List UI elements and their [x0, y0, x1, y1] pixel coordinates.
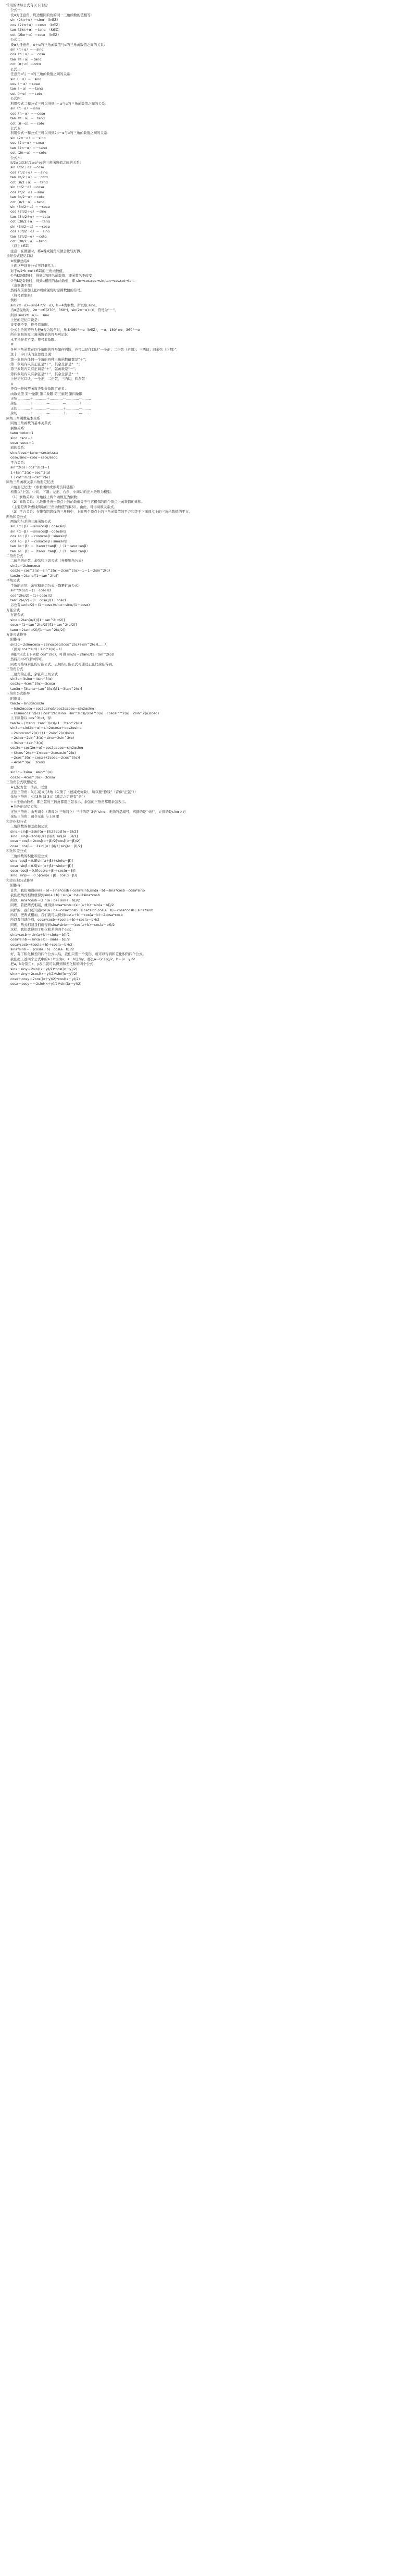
text-line: （以上k∈Z）	[10, 244, 31, 249]
text-line: ②当k是奇数时，得到α相应的余函数值，即 sin→cos;cos→sin;tan→cot,cot→tan.	[10, 278, 135, 283]
text-line: ＝2sinα－2sin^3(α)＋sinα－2sin^3(α)	[10, 736, 74, 740]
text-line: ＝(2cos^2(α)－1)cosα－2cosαsin^2(α)	[10, 750, 76, 755]
text-line: cos（π－α）＝－cosα	[10, 111, 45, 116]
text-line: 公式三：	[10, 67, 24, 71]
text-line: tan（π＋α）＝tanα	[10, 57, 42, 61]
text-line: tan（π/2＋α）＝－cotα	[10, 175, 48, 180]
text-line: cos^2(α/2)＝(1＋cosα)/2	[10, 593, 52, 598]
text-line: cosα ·cosβ＝0.5[cos(α＋β)＋cos(α－β)]	[10, 869, 76, 873]
section-heading: 诱导公式记忆口诀	[6, 254, 33, 258]
text-line: 这样，我们就得到了积化和差的四个公式：	[10, 927, 75, 932]
text-line: 各种三角函数在四个象限的符号如何判断，也可以记住口诀“一全正；二正弦（余割）；三两切；四余弦（正割）”．	[10, 347, 180, 352]
text-line: sin（π/2＋α）＝cosα	[10, 165, 45, 170]
text-line: cos（－α）＝cosα	[10, 82, 40, 86]
text-line: 三角函数的和差化积公式	[10, 824, 48, 829]
text-line: 正弦三倍角：山无司令（谐音为 三无四立）三指的是“3倍”sinα，无指的是减号，四指的是“4倍”，立指的是sinα立方	[10, 809, 186, 814]
section-heading: 二倍角公式	[6, 554, 23, 558]
text-line: 公式四：	[10, 96, 24, 101]
text-line: 倒数关系：	[10, 426, 28, 430]
text-line: sin3α＝3sinα－4sin^3(α)	[10, 676, 53, 681]
text-line: 第三象限内只有正切是“＋”，弦函数是“－”；	[10, 367, 79, 371]
text-line: 再把*分式上下同除 cos^2(α)，可得 sin2α＝2tanα/(1＋tan^2(α))	[10, 652, 115, 657]
section-heading: 三倍角公式	[6, 667, 23, 672]
text-line: cot（－α）＝－cotα	[10, 91, 43, 96]
text-line: cosa*cosb＝(cos(a＋b)＋cos(a－b))/2	[10, 942, 72, 947]
text-line: 奇变偶不变，符号看象限。	[10, 323, 51, 327]
text-line: cos（2kπ＋α）＝cosα （k∈Z）	[10, 22, 62, 27]
text-line: 余弦三倍角：4元3角 减 3元（减完之后还有“余”）	[10, 795, 87, 799]
text-line: cos（α＋β）＝cosαcosβ－sinαsinβ	[10, 534, 68, 539]
text-line: cos（α－β）＝cosαcosβ＋sinαsinβ	[10, 539, 68, 543]
text-line: 上面这些诱导公式可以概括为：	[10, 264, 58, 268]
section-heading: 万能公式推导	[6, 633, 27, 637]
text-line: sinx＋siny＝2sin((x＋y)/2)*cos((x－y)/2)	[10, 967, 78, 971]
text-line: sina*sinb＝－(cos(a＋b)－cos(a－b))/2	[10, 947, 74, 951]
text-line: 半角的正弦、余弦和正切公式（降幂扩角公式）	[10, 583, 82, 588]
text-line: ＝2sinαcos^2(α)＋(1－2sin^2(α))sinα	[10, 730, 74, 735]
text-line: sin（π－α）＝sinα	[10, 106, 41, 111]
text-line: tan（－α）＝－tanα	[10, 86, 43, 91]
text-line: 正弦三倍角：3元 减 4元3角（欠债了（被减成负数），所以要“挣钱”（音似“正弦”））	[10, 790, 138, 794]
text-line: 所以，sina*cosb＝(sin(a＋b)＋sin(a－b))/2	[10, 898, 80, 902]
text-line: cos（π＋α）＝－cosα	[10, 52, 45, 57]
text-line: 附推导：	[10, 637, 24, 642]
text-line: ＝(sin2αcosα＋cos2αsinα)/(cos2αcosα－sin2αsinα)	[10, 706, 96, 711]
section-heading: 同角三角函数关系六角形记忆法	[6, 480, 54, 485]
text-line: tan（2kπ＋α）＝tanα （k∈Z）	[10, 28, 61, 32]
text-line: 我们把两式相加就得到sin(a＋b)＋sin(a－b)＝2sina*cosb	[10, 893, 100, 898]
text-line: 公式右边的符号为把α视为锐角时，角 k·360°＋α（k∈Z），－α、180°±α，360°－α	[10, 327, 140, 332]
text-line: 函数类型 第一象限 第二象限 第三象限 第四象限	[10, 391, 83, 396]
text-line: 两角和与差的三角函数公式	[10, 519, 51, 524]
text-line: ①当k是偶数时，得到α的同名函数值，即函数名不改变；	[10, 274, 96, 278]
text-line: 第一象限内任何一个角的四种三角函数值都是“＋”；	[10, 357, 89, 362]
text-line: sin（π＋α）＝－sinα	[10, 47, 44, 52]
section-heading: 和差化积公式	[6, 819, 27, 824]
text-line: sin3α＝sin(2α＋α)＝sin2αcosα＋cos2αsinα	[10, 726, 82, 730]
text-line: 二倍角的正弦、余弦和正切公式（升幂缩角公式）	[10, 559, 85, 563]
document-body	[0, 0, 413, 987]
text-line: 余弦三倍角：司令无山 与上同理	[10, 814, 59, 819]
text-line: cot（2kπ＋α）＝cotα （k∈Z）	[10, 32, 61, 37]
text-line: sin^2(α/2)＝(1－cosα)/2	[10, 588, 52, 593]
text-line: 任意角α与 －α的三角函数值之间的关系：	[10, 72, 74, 77]
text-line: sin3α＝3sinα－4sin^3(α)	[10, 770, 53, 775]
text-line: 公式五：	[10, 126, 24, 130]
text-line: 水平诱导名不变；符号看象限。	[10, 337, 58, 342]
section-heading: 和差化积公式推导	[6, 878, 33, 883]
text-line: tanα ·cotα＝1	[10, 431, 34, 436]
text-line: cos3α＝4cos^3(α)－3cosα	[10, 775, 55, 779]
text-line: sina*cosb＝(sin(a＋b)＋sin(a－b))/2	[10, 932, 70, 937]
text-line: tanα＝2tan(α/2)/[1－tan^2(α/2)]	[10, 627, 66, 632]
text-line: 第四象限内只有余弦是“＋”，其余全部是“－”．	[10, 371, 82, 376]
text-line: 构造以"上弦、中切、下割；左正、右余、中间1"的正六边形为模型。	[10, 490, 114, 494]
text-line: tan（π/2－α）＝cotα	[10, 195, 45, 200]
text-line: sin2α＝2sinαcosα＝2sinαcosα/(cos^2(α)＋sin^2(α))......*，	[10, 642, 110, 647]
text-line: cosα ·secα＝1	[10, 440, 34, 445]
text-line: 余切 ...........＋............—............＋............—........	[10, 411, 91, 416]
text-line: 把a，b分别用x，y表示就可以得到和差化积的四个公式：	[10, 962, 97, 967]
text-line: 商的关系：	[10, 445, 28, 450]
text-line: 三倍角的正弦、余弦和正切公式	[10, 672, 58, 676]
text-line: 平方关系：	[10, 460, 28, 465]
text-line: ＃	[10, 342, 14, 347]
text-line: 同角三角函数的基本关系式	[10, 421, 51, 426]
text-line: tan3α＝(3tanα－tan^3(α))/(1－3tan^2(α))	[10, 721, 82, 725]
text-line: （2）商数关系：六边形任意一顶点上的函数值等于与它相邻的两个顶点上函数值的乘积。	[10, 500, 145, 504]
text-line: 附推导：	[10, 883, 24, 888]
text-line: cos（π/2－α）＝sinα	[10, 190, 45, 194]
text-line: 公式二：	[10, 38, 24, 42]
text-line: 上下同除以 cos^3(α)，得：	[10, 716, 54, 721]
text-line: 同理，两式相减我们就得到sina*sinb＝－(cos(a＋b)－cos(a－b))/2	[10, 922, 115, 927]
text-line: cosx－cosy＝－2sin((x＋y)/2)*sin((x－y)/2)	[10, 982, 82, 986]
text-line: （因为 cos^2(α)＋sin^2(α)＝1）	[10, 647, 65, 652]
text-line: tan3α＝sin3α/cos3α	[10, 701, 44, 706]
text-line: sin^2(α)＋cos^2(α)＝1	[10, 465, 50, 470]
text-line: cos（3π/2＋α）＝sinα	[10, 209, 47, 214]
text-line: （主要是两条虚线两端的三角函数值的乘积）。由此，可得商数关系式。	[10, 504, 117, 509]
text-line: sin（2kπ＋α）＝sinα （k∈Z）	[10, 18, 60, 22]
text-line: 注意：在做题时，将a看成锐角来做会比较好做。	[10, 249, 84, 253]
text-line: ★记忆方法：谐音、联想	[10, 785, 47, 789]
text-line: （奇变偶不变）	[10, 283, 34, 288]
text-line: cosa*sinb＝(sin(a＋b)－sin(a－b))/2	[10, 937, 70, 942]
text-line: tan（α＋β）＝（tanα＋tanβ）/（1－tanα·tanβ）	[10, 544, 90, 549]
text-line: 当α是锐角时，2π－α∈(270°，360°)，sin(2π－α)＜0，符号为“－”。	[10, 308, 118, 313]
section-heading: 同角三角函数基本关系	[6, 416, 40, 420]
section-heading: 半角公式	[6, 578, 20, 583]
text-line: ☆☆注意函数名，即正弦的三倍角都用正弦表示，余弦的三倍角都用余弦表示。	[10, 799, 129, 804]
text-line: 正弦 ...........＋............＋............—............—........	[10, 397, 91, 401]
text-line: 同样的，我们还知道cos(a＋b)＝cosa*cosb－sina*sinb,cos(a－b)＝cosa*cosb＋sina*sinb	[10, 908, 154, 912]
text-line: ＝2cos^3(α)－cosα＋(2cosα－2cos^3(α))	[10, 755, 80, 760]
text-line: （1）倒数关系：对角线上两个函数互为倒数；	[10, 494, 81, 499]
section-heading: 积化和差公式	[6, 849, 27, 853]
text-line: ＝3sinα－4sin^3(α)	[10, 740, 44, 745]
text-line: 余弦 ...........＋............—............—............＋........	[10, 401, 91, 406]
text-line: cos（π/2＋α）＝－sinα	[10, 170, 48, 175]
text-line: sin（α－β）＝sinαcosβ－cosαsinβ	[10, 529, 67, 534]
text-line: 上述记忆口诀，一全正，二正弦，三内切，四余弦	[10, 377, 85, 381]
text-line: tan（3π/2－α）＝cotα	[10, 234, 47, 239]
text-line: 所以 sin(2π－α)＝－sinα	[10, 313, 49, 317]
text-line: （符号看象限）	[10, 293, 34, 298]
text-line: cosα＋cosβ＝2cos[(α＋β)/2]·cos[(α－β)/2]	[10, 839, 81, 844]
section-heading: 万能公式	[6, 608, 20, 612]
text-line: ★另外的记忆方法：	[10, 804, 41, 809]
text-line: 然后用α/2代替α即可。	[10, 657, 45, 662]
text-line: 利用公式一和公式三可以得到2π－α与α的三角函数值之间的关系：	[10, 131, 111, 135]
text-line: tan^2(α/2)＝(1－cosα)/(1＋cosα)	[10, 598, 66, 602]
text-line: 六角形记忆法：（参看图片或参考资料链接）	[10, 485, 77, 489]
section-heading: 三倍角公式推导	[6, 691, 30, 696]
text-line: 附推导：	[10, 696, 24, 701]
text-line: cot（π＋α）＝cotα	[10, 62, 41, 67]
text-line: 首先，我们知道sin(a＋b)＝sina*cosb＋cosa*sinb,sin(a－b)＝sina*cosb－cosa*sinb	[10, 888, 145, 893]
text-line: cos3α＝cos(2α＋α)＝cos2αcosα－sin2αsinα	[10, 746, 83, 750]
text-line: 设α为任意角，π＋α的三角函数值与α的三角函数值之间的关系：	[10, 42, 107, 47]
text-line: sinα＝2tan(α/2)/[1＋tan^2(α/2)]	[10, 617, 65, 622]
text-line: sin（2π－α）＝－sinα	[10, 135, 46, 140]
text-line: cot（π－α）＝－cotα	[10, 121, 45, 126]
text-line: 然后在前面加上把α看成锐角时原函数值的符号。	[10, 288, 84, 293]
text-line: cos2α＝cos^2(α)－sin^2(α)＝2cos^2(α)－1＝1－2sin^2(α)	[10, 568, 110, 573]
text-line: 设α为任意角，终边相同的角的同一三角函数的值相等：	[10, 13, 94, 17]
text-line: cosα ·sinβ＝0.5[sin(α＋β)－sin(α－β)]	[10, 863, 73, 868]
text-line: 同理，若把两式相减，就得到cosa*sinb＝(sin(a＋b)－sin(a－b))/2	[10, 903, 114, 908]
text-line: sin（π/2－α）＝cosα	[10, 185, 45, 190]
text-line: sinα－sinβ＝2cos[(α＋β)/2]·sin[(α－β)/2]	[10, 834, 78, 838]
text-line: 同理可推导余弦的万能公式。正切的万能公式可通过正弦比余弦得到。	[10, 662, 116, 666]
text-line: 第二象限内只有正弦是“＋”，其余全部是“－”；	[10, 362, 82, 366]
text-line: cosα/sinα＝cotα＝cscα/secα	[10, 455, 58, 460]
text-line: sinx－siny＝2cos((x＋y)/2)*sin((x－y)/2)	[10, 972, 78, 976]
section-heading: 常用的诱导公式有以下几组：	[6, 3, 51, 7]
text-line: sin2α＝2sinαcosα	[10, 563, 41, 568]
text-line: 这十二字口诀的意思就是说：	[10, 352, 55, 357]
section-heading: 两角和差公式	[6, 514, 27, 519]
text-line: 所以我们就得到，cosa*cosb＝(cos(a＋b)＋cos(a－b))/2	[10, 918, 99, 922]
text-line: cosα－cosβ＝－2sin[(α＋β)/2]·sin[(α－β)/2]	[10, 844, 82, 848]
text-line: 好，有了积化和差的四个公式以后，我们只需一个变形，就可以得到和差化积的四个公式。	[10, 952, 146, 957]
text-line: sinα ·cosβ＝0.5[sin(α＋β)＋sin(α－β)]	[10, 859, 73, 863]
text-line: tan（α－β）＝（tanα－tanβ）/（1＋tanα·tanβ）	[10, 549, 90, 553]
text-line: sinα ·sinβ＝－0.5[cos(α＋β)－cos(α－β)]	[10, 873, 77, 878]
text-line: ※规律总结※	[10, 258, 30, 263]
text-line: ＝(2sinαcos^2(α)＋cos^2(α)sinα－sin^3(α))/(cos^3(α)－cosαsin^2(α)－2sin^2(α)cosα)	[10, 711, 159, 715]
text-line: 即	[10, 765, 14, 770]
text-line: ＝4cos^3(α)－3cosα	[10, 760, 45, 765]
text-line: sinα/cosα＝tanα＝secα/cscα	[10, 450, 58, 455]
text-line: cosx＋cosy＝2cos((x＋y)/2)*cos((x－y)/2)	[10, 976, 80, 981]
text-line: 正切 ...........＋............—............＋............—........	[10, 406, 91, 411]
text-line: tan2α＝2tanα/[1－tan^2(α)]	[10, 573, 59, 578]
text-line: 三角函数的积化和差公式	[10, 853, 48, 858]
text-line: sin（－α）＝－sinα	[10, 77, 42, 81]
text-line: cos（2π－α）＝cosα	[10, 141, 44, 145]
text-line: 所在象限的原三角函数值的符号可记忆	[10, 332, 68, 337]
text-line: sinα ·cscα＝1	[10, 436, 33, 440]
text-line: 利用公式二和公式三可以得到π－α与α的三角函数值之间的关系：	[10, 101, 108, 106]
text-line: cos（3π/2－α）＝－sinα	[10, 229, 50, 234]
text-line: π/2±α及3π/2±α与α的三角函数值之间的关系：	[10, 160, 83, 165]
text-line: 公式六：	[10, 155, 24, 160]
text-line: sin（3π/2＋α）＝－cosα	[10, 204, 50, 209]
text-line: tan（3π/2＋α）＝－cotα	[10, 214, 51, 219]
section-heading: 三倍角公式联想记忆	[6, 780, 37, 785]
text-line: 另也有tan(α/2)＝(1－cosα)/sinα＝sinα/(1＋cosα)	[10, 603, 90, 608]
text-line: 还有一种按照函数类型分象限定正负：	[10, 387, 68, 391]
text-line: cot（π/2－α）＝tanα	[10, 200, 45, 204]
text-line: cot（3π/2－α）＝tanα	[10, 239, 47, 243]
text-line: cos3α＝4cos^3(α)－3cosα	[10, 682, 55, 686]
text-line: tan（2π－α）＝－tanα	[10, 145, 47, 150]
text-line: 万能公式	[10, 613, 24, 617]
text-line: tan（π－α）＝－tanα	[10, 116, 45, 121]
text-line: sinα＋sinβ＝2sin[(α＋β)/2]·cos[(α－β)/2]	[10, 829, 78, 834]
text-line: sin（3π/2－α）＝－cosα	[10, 224, 50, 229]
text-line: sin(2π－α)＝sin(4·π/2－α)，k＝4为偶数，所以取 sinα。	[10, 303, 99, 307]
text-line: cot（2π－α）＝－cotα	[10, 151, 47, 155]
text-line: tan3α＝[3tanα－tan^3(α)]/[1－3tan^2(α)]	[10, 686, 82, 691]
text-line: （3）平方关系：在带有阴影线的三角形中，上面两个顶点上的三角函数值的平方和等于下面顶点上的三角函数值的平方。	[10, 510, 192, 514]
text-line: 所以，把两式相加，我们就可以得到cos(a＋b)＋cos(a－b)＝2cosa*cosb	[10, 912, 123, 917]
text-line: cot（π/2＋α）＝－tanα	[10, 180, 48, 184]
text-line: 上述的记忆口诀是：	[10, 318, 41, 322]
text-line: 公式一：	[10, 8, 24, 13]
text-line: 我们把上述四个公式中的a＋b设为x，a－b设为y，那么a＝(x＋y)/2，b＝(x－y)/2	[10, 957, 135, 961]
text-line: 对于π/2*k ±α(k∈Z)的三角函数值，	[10, 268, 66, 273]
text-line: 例如：	[10, 298, 21, 303]
text-line: 1＋cot^2(α)＝csc^2(α)	[10, 475, 50, 479]
text-line: cot（3π/2＋α）＝－tanα	[10, 219, 51, 224]
text-line: sin（α＋β）＝sinαcosβ＋cosαsinβ	[10, 524, 67, 529]
text-line: cosα＝[1－tan^2(α/2)]/[1＋tan^2(α/2)]	[10, 623, 77, 627]
text-line: ＃	[10, 381, 14, 386]
text-line: 1＋tan^2(α)＝sec^2(α)	[10, 470, 51, 475]
